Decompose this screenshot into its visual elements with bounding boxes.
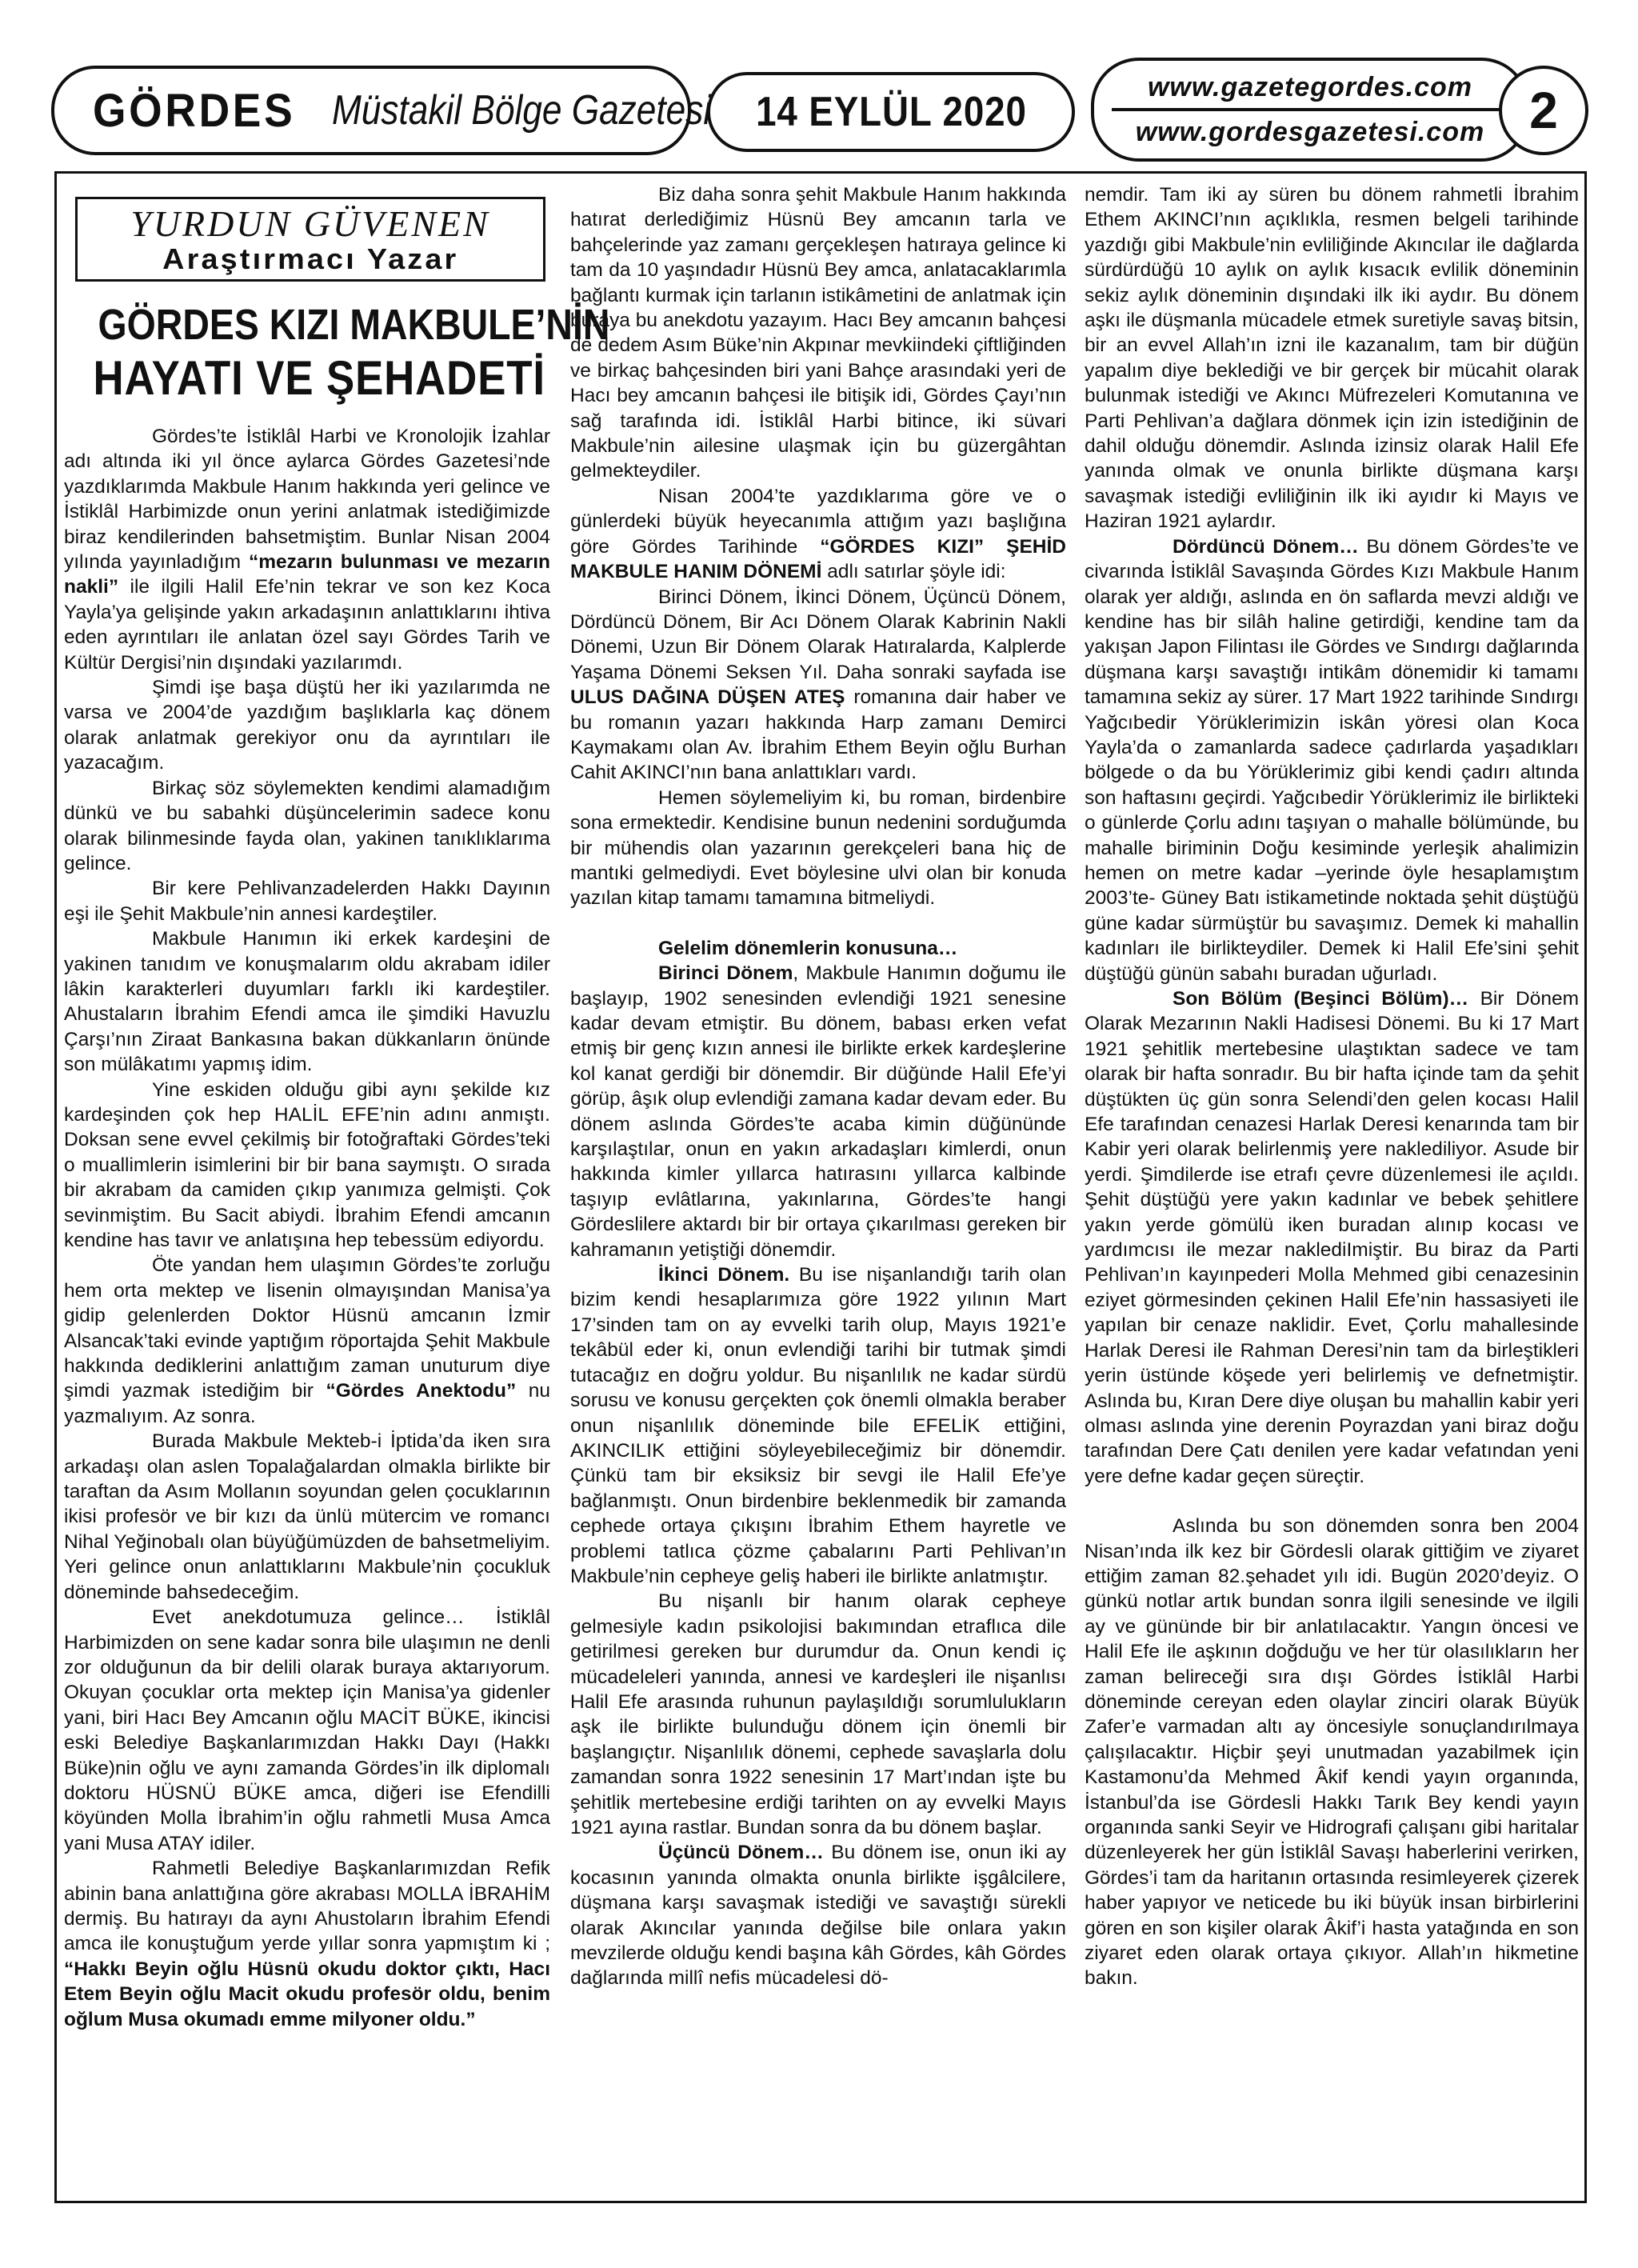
paragraph: Hemen söylemeliyim ki, bu roman, birdenbire sona ermektedir. Kendisine bunun nedenini sorduğumda bir mühendis olan yazarının gerekçeleri bana hiç de mantıki gelmediydi. Evet böylesine ulvi olan bir konuda yazılan kitap tamamı tamamına bitmeliydi.	[570, 786, 1066, 910]
text-run: Birinci Dönem, İkinci Dönem, Üçüncü Dönem, Dördüncü Dönem, Bir Acı Dönem Olarak Kabrinin Nakli Dönemi, Uzun Bir Dönem Olarak Hatıralarda, Kalplerde Yaşama Dönemi Seksen Yıl. Daha sonraki sayfada ise	[570, 586, 1066, 683]
author-name: YURDUN GÜVENEN	[130, 203, 490, 244]
text-run: Nisan 2004’te yazdıklarıma göre ve o günlerdeki büyük heyecanımla attığım yazı başlığına göre Gördes Tarihinde	[570, 485, 1066, 558]
text-run: , Makbule Hanımın doğumu ile başlayıp, 1902 senesinden evlendiği 1921 senesine kadar devam etmiştir. Bu dönem, babası erken vefat etmiş bir genç kızın annesi ile birlikte erkek kardeşlerine kol kanat gerdiği bir dönemdir. Bir düğünde Halil Efe’yi görüp, âşık olup evlendiği zamana kadar devam eder. Bu dönem aslında Gördes’te acaba kimin düğününde karşılaştılar, onun en yakın arkadaşları kimlerdi, onun hakkında kimler yıllarca hatırasını yıllarca kalbinde taşıyıp evlâtlarına, yakınlarına, Gördes’te hangi Gördeslilere aktardı bir bir ortaya çıkarılması gereken bir kahramanın yetiştiği dönemdir.	[570, 962, 1066, 1261]
period-heading: Üçüncü Dönem…	[658, 1842, 824, 1864]
text-run: Bu dönem Gördes’te ve civarında İstiklâl Savaşında Gördes Kızı Makbule Hanım olarak yer aldığı, aslında en ön saflarda mevzi aldığı ve kendine has bir silâh haline getirdiği, kendine tam da yakışan Japon Filintası ile Gördes ve Sındırgı dağlarında düşmana karşı savaştığı intikâm dönemidir ki tamamı tamamına sekiz ay sürer. 17 Mart 1922 tarihinde Sındırgı Yağcıbedir Yörüklerimizin iskân yöresi olan Koca Yayla’da o zamanlarda sadece çadırlarda yaşadıkları bölgede o da bu Yörüklerimiz gibi kendi çadırı altında son haftasını geçirdi. Yağcıbedir Yörüklerimiz ile birlikteki o günlerde Çorlu adını taşıyan o mahalle bölümünde, bu mahalle biriminin Doğu kesiminde yerleşik ahalimizin hemen on metre kadar –yerinde öyle hesaplamıştım 2003’te- Güney Batı istikametinde noktada şehit düştüğü güne kadar sürmüştür bu savaşımız. Demek ki mahallin kadınları ile birlikteydiler. Demek ki Halil Efe’sini şehit düştüğü günün sabahı buradan uğurladı.	[1085, 535, 1579, 985]
brand-pill	[51, 66, 712, 155]
website-link-1[interactable]: www.gazetegordes.com	[1147, 72, 1473, 102]
section-subheading	[570, 936, 1066, 961]
paragraph	[570, 585, 1066, 786]
bold-text: “GÖRDES KIZI” ŞEHİD MAKBULE HANIM DÖNEMİ	[570, 535, 1067, 583]
text-run: Bir Dönem Olarak Mezarının Nakli Hadisesi Dönemi. Bu ki 17 Mart 1921 şehitlik mertebesine ulaştıktan sadece ve tam olarak bir hafta sonradır. Bu bir hafta içinde tam da şehit düştükten üç gün sonra Selendi’den gelen kocası Halil Efe tarafından cenazesi Harlak Deresi kenarında tam bir Kabir yeri olarak belirlenmiş yere naklediliyor. Asude bir yerdi. Şimdilerde ise etrafı çevre düzenlemesi ile açıldı. Şehit düştüğü yere yakın kadınlar ve bebek şehitlere yakın yerde gömülü iken buradan alınıp kocası ve yardımcısı ile mezar naklediImiştir. Bu biraz da Parti Pehlivan’ın kayınpederi Molla Mehmed gibi cenazesinin eziyet görmesinden çekinen Halil Efe’nin hassasiyeti ile yapılan bir cenaze naklidir. Evet, Çorlu mahallesinde Harlak Deresi ile Rahman Deresi’nin tam da birleştikleri yerin üstünde köşede yeri belirlemiş ve defnetmiştir. Aslında bu, Kıran Dere diye oluşan bu mahallin kabir yeri olması aslında yine derenin Poyrazdan yani biraz doğu tarafından Dere Çatı denilen yere kadar vefatından yeni yere defne kadar geçen süreçtir.	[1085, 988, 1579, 1487]
period-heading: İkinci Dönem.	[658, 1264, 790, 1286]
paragraph: Bu nişanlı bir hanım olarak cepheye gelmesiyle kadın psikolojisi bakımından etraflıca dile getirilmesi gereken bur durumdur da. Onun kendi iç mücadeleleri yanında, annesi ve kardeşleri ile nişanlısı Halil Efe arasında ruhunun paylaşıldığı sorumlulukların aşk ile birlikte bulunduğu dönem için önemli bir başlangıçtır. Nişanlılık dönemi, cephede savaşlarla dolu zamandan sonra 1922 senesinin 17 Mart’ından işte bu şehitlik mertebesine erdiği tarihten on ay evvelki Mayıs 1921 ayına rastlar. Bundan sonra da bu dönem başlar.	[570, 1590, 1066, 1838]
paragraph	[1085, 986, 1579, 1489]
paragraph: Makbule Hanımın iki erkek kardeşini de yakinen tanıdım ve konuşmalarım oldu akrabam idiler lâkin karakterleri duyumları farklı iki kardeştiler. Ahustaların İbrahim Efendi amca ile şimdiki Havuzlu Çarşı’nın Ziraat Bankasına bakan dükkanların önünde son mülâkatımı yapmış idim.	[64, 928, 550, 1076]
paragraph	[570, 1262, 1066, 1589]
newspaper-subtitle: Müstakil Bölge Gazetesi	[332, 87, 712, 134]
period-heading: Dördüncü Dönem…	[1173, 535, 1359, 558]
text-run: nu yazmalıyım. Az sonra.	[64, 1380, 551, 1427]
text-run: Bu ise nişanlandığı tarih olan bizim kendi hesaplarımıza göre 1922 yılının Mart 17’sinden tam on ay evvelki tarih olup, Mayıs 1921’e tekâbül eder ki, onun evlendiği tarihi bir tutmak şimdi tutacağız en doğru yoldur. Bu nişanlılık ne kadar sürdü sorusu ve konusu gerçekten çok önemli olmakla beraber onun nişanlılık döneminde bile EFELİK ettiğini, AKINCILIK ettiğini söyleyebileceğimiz bir dönemdir. Çünkü tam bir eksiksiz bir sevgi ile Halil Efe’ye bağlanmıştı. Onun birdenbire beklenmedik bir zamanda cephede ortaya çıkışını İbrahim Ethem hayretle ve problemi tatlıca çözme çabalarını Parti Pehlivan’ın Makbule’nin cepheye geliş haberi ile birlikte anlatmıştır.	[570, 1264, 1066, 1587]
bold-text: Gelelim dönemlerin konusuna…	[658, 937, 958, 959]
paragraph	[570, 1840, 1066, 1990]
paragraph: Bir kere Pehlivanzadelerden Hakkı Dayının eşi ile Şehit Makbule’nin annesi kardeştiler.	[64, 878, 550, 925]
article-column-2	[570, 182, 1066, 1991]
text-run: romanına dair haber ve bu romanın yazarı hakkında Harp zamanı Demirci Kaymakamı olan Av. İbrahim Ethem Beyin oğlu Burhan Cahit AKINCI’nın bana anlattıkları vardı.	[570, 686, 1066, 784]
text-run: ile ilgili Halil Efe’nin tekrar ve son kez Koca Yayla’ya gelişinde yakın arkadaşının anlattıklarını ihtiva eden ayrıntıları ile anlatan özel sayı Gördes Tarih ve Kültür Dergisi’nin dışındaki yazılarımdı.	[64, 576, 550, 674]
text-run: Öte yandan hem ulaşımın Gördes’te zorluğu hem orta mektep ve lisenin olmayışından Manisa’ya gidip gelenlerden Doktor Hüsnü amcanın İzmir Alsancak’taki evinde yaptığım röportajda Şehit Makbule hakkında dediklerini anlattığım zaman unuturum diye şimdi yazmak istediğim bir	[64, 1254, 550, 1402]
headline-line-2: HAYATI VE ŞEHADETİ	[93, 351, 545, 405]
author-box	[75, 197, 545, 282]
period-heading: Birinci Dönem	[658, 962, 793, 985]
text-run: Rahmetli Belediye Başkanlarımızdan Refik abinin bana anlattığına göre akrabası MOLLA İBRAHİM dermiş. Bu hatırayı da aynı Ahustoların İbrahim Efendi amca ile konuştuğum yerde yıllar sonra yapmıştım ki ;	[64, 1858, 550, 1955]
masthead	[51, 58, 1587, 162]
period-heading: Son Bölüm (Beşinci Bölüm)…	[1173, 988, 1469, 1010]
paragraph: Biz daha sonra şehit Makbule Hanım hakkında hatırat derlediğimiz Hüsnü Bey amcanın tarla ve bahçelerinde yaz zamanı gerçekleşen hatıraya gelince ki tam da 10 yaşındadır Hüsnü Bey amca, anlatacaklarımla bağlantı kurmak için tarlanın istikâmetini de anlatmak için buraya bu anekdotu yazayım. Hacı Bey amcanın bahçesi de dedem Asım Büke’nin Akpınar mevkiindeki çiftliğinden ve birkaç bahçesinden biri yani Bahçe arasındaki yeri de Hacı bey amcanın bahçesi ile bitişik idi, Gördes Çayı’nın sağ tarafında idi. İstiklâl Harbi bitince, iki süvari Makbule’nin ailesine ulaşmak için bu güzergâhtan gelmekteydiler.	[570, 184, 1066, 482]
text-run: Gördes’te İstiklâl Harbi ve Kronolojik İzahlar adı altında iki yıl önce aylarca Gördes Gazetesi’nde yazdıklarımda Makbule Hanım hakkında yeri gelince ve İstiklâl Harbimizde onun yerini anlatmak istediğimizde biraz kendilerinden bahsetmiştim. Bunlar Nisan 2004 yılında yayınladığım	[64, 426, 550, 574]
newspaper-name: GÖRDES	[93, 84, 296, 137]
bold-text: ULUS DAĞINA DÜŞEN ATEŞ	[570, 686, 845, 709]
article-column-3	[1085, 182, 1579, 1991]
bold-quote: “Hakkı Beyin oğlu Hüsnü okudu doktor çıktı, Hacı Etem Beyin oğlu Macit okudu profesör oldu, benim oğlum Musa okumadı emme milyoner oldu.”	[64, 1958, 550, 2030]
issue-date: 14 EYLÜL 2020	[755, 89, 1027, 135]
page-number: 2	[1529, 82, 1558, 139]
paragraph	[64, 424, 550, 675]
paragraph	[570, 484, 1066, 585]
paragraph: nemdir. Tam iki ay süren bu dönem rahmetli İbrahim Ethem AKINCI’nın açıklıkla, resmen belgeli tarihinde yazdığı gibi Makbule’nin evliliğinde Akıncılar ile dağlarda sürdürdüğü 10 aylık on aylık kısacık evlilik döneminin sekiz aylık döneminin dışındaki ilk iki aydır. Bu dönem aşkı ile düşmanla mücadele etmek suretiyle savaş bitsin, bir an evvel Allah’ın izni ile kazanalım, tam bir düğün yapalım diye beklediği ve bir gerçek bir mücahit olarak bulunmak istediği ve Akıncı Müfrezeleri Komutanına ve Parti Pehlivan’a dağlara dönmek için izin istediğinin de dahil olduğu dönemdir. Aslında izinsiz olarak Halil Efe yanında olmak ve onunla birlikte düşmana karşı savaşmak istediği evliliğinin ilk iki ayıdır ki Mayıs ve Haziran 1921 aylardır.	[1085, 184, 1579, 533]
author-role: Araştırmacı Yazar	[162, 242, 459, 275]
paragraph	[570, 961, 1066, 1262]
paragraph: Burada Makbule Mekteb-i İptida’da iken sıra arkadaşı olan aslen Topalağalardan olmakla birlikte bir taraftan da Asım Mollanın soyundan gelen çocuklarının ikisi profesör ve bir kızı da ünlü mütercim ve romancı Nihal Yeğinobalı olan büyüğümüzden de bahsetmeliyim. Yeri gelince onun anlattıklarını Makbule’nin çocukluk döneminde bahsedeceğim.	[64, 1430, 550, 1603]
article-column-1	[64, 182, 610, 2032]
paragraph: Evet anekdotumuza gelince… İstiklâl Harbimizden on sene kadar sonra bile ulaşımın ne denli zor olduğunun da bir delili olarak buraya aktarıyorum. Okuyan çocuklar orta mektep için Manisa’ya gidenler yani, biri Hacı Bey Amcanın oğlu MACİT BÜKE, ikincisi eski Belediye Başkanlarımızdan Hakkı Dayı (Hakkı Büke)nin oğlu ve aynı zamanda Gördes’in ilk diplomalı doktoru HÜSNÜ BÜKE amca, diğeri ise Efendilli köyünden Molla İbrahim’in oğlu rahmetli Musa Amca yani Musa ATAY idiler.	[64, 1606, 550, 1854]
paragraph: Birkaç söz söylemekten kendimi alamadığım dünkü ve bu sabahki düşüncelerimin sadece konu olarak bilinmesinde fayda olan, yakinen tanıklıklarıma gelince.	[64, 777, 550, 874]
bold-text: “Gördes Anektodu”	[326, 1380, 517, 1402]
date-pill	[707, 72, 1075, 152]
bold-text: “mezarın bulunması ve mezarın nakli”	[64, 551, 550, 598]
page-number-pill	[1499, 66, 1588, 155]
text-run: Bu dönem ise, onun iki ay kocasının yanında olmakta onunla birlikte işgâlcilere, düşmana karşı savaşmak istediği ve savaştığı sürekli olarak Akıncılar yanında değilse bile onlara yakın mevzilerde olduğu kendi başına kâh Gördes, kâh Gördes dağlarında millî nefis mücadelesi dö-	[570, 1842, 1066, 1990]
paragraph: Aslında bu son dönemden sonra ben 2004 Nisan’ında ilk kez bir Gördesli olarak gittiğim ve ziyaret ettiğim zaman 82.şehadet yılı idi. Bugün 2020’deyiz. O günkü notlar artık bundan sonra ilgili senesinde ve ilgili ay ve gününde bir bir anlatılacaktır. Yangın öncesi ve Halil Efe ile aşkının doğduğu ve her tür olasılıkların her zaman belireceği sıra dışı Gördes İstiklâl Harbi döneminde cereyan eden olaylar zinciri olarak Büyük Zafer’e varmadan altı ay öncesiyle sonuçlandırılmaya çalışılacaktır. Hiçbir şeyi unutmadan yazabilmek için Kastamonu’da Mehmed Âkif kendi yayın organında, İstanbul’da ise Gördesli Hakkı Tarık Bey kendi yayın organında sanki Seyir ve Hidrografi çalışanı gibi haritalar düzenleyerek her gün İstiklâl Savaşı haberlerini verirken, Gördes’i tam da haritanın ortasında resimleyerek çizerek haber yapıyor ve neticede bu iki büyük insan birbirlerini gören en son kişiler olarak Âkif’i hasta yatağında en son ziyaret eden olarak ortaya çıkıyor. Allah’ın hikmetine bakın.	[1085, 1515, 1579, 1990]
headline-line-1: GÖRDES KIZI MAKBULE’NİN	[98, 301, 610, 349]
text-run: adlı satırlar şöyle idi:	[821, 561, 1006, 583]
paragraph: Yine eskiden olduğu gibi aynı şekilde kız kardeşinden çok hep HALİL EFE’nin adını anmıştı. Doksan sene evvel çekilmiş bir fotoğraftaki Gördes’teki o muallimlerin isimlerini bir bir bana saymıştı. O sırada bir akrabam da camiden çıkıp yanımıza gelmişti. Çok sevinmiştim. Bu Sacit abiydi. İbrahim Efendi amcanın kendine has tavır ve anlatışına hep tebessüm ediyordu.	[64, 1078, 550, 1251]
paragraph: Şimdi işe başa düştü her iki yazılarımda ne varsa ve 2004’de yazdığım başlıklarla kaç dönem olarak anlatmak gerekiyor onu da ayrıntıları ile yazacağım.	[64, 677, 550, 774]
paragraph	[64, 1856, 550, 2032]
paragraph	[1085, 534, 1579, 986]
paragraph	[64, 1253, 550, 1429]
website-pill	[1091, 58, 1529, 162]
website-link-2[interactable]: www.gordesgazetesi.com	[1135, 117, 1485, 147]
